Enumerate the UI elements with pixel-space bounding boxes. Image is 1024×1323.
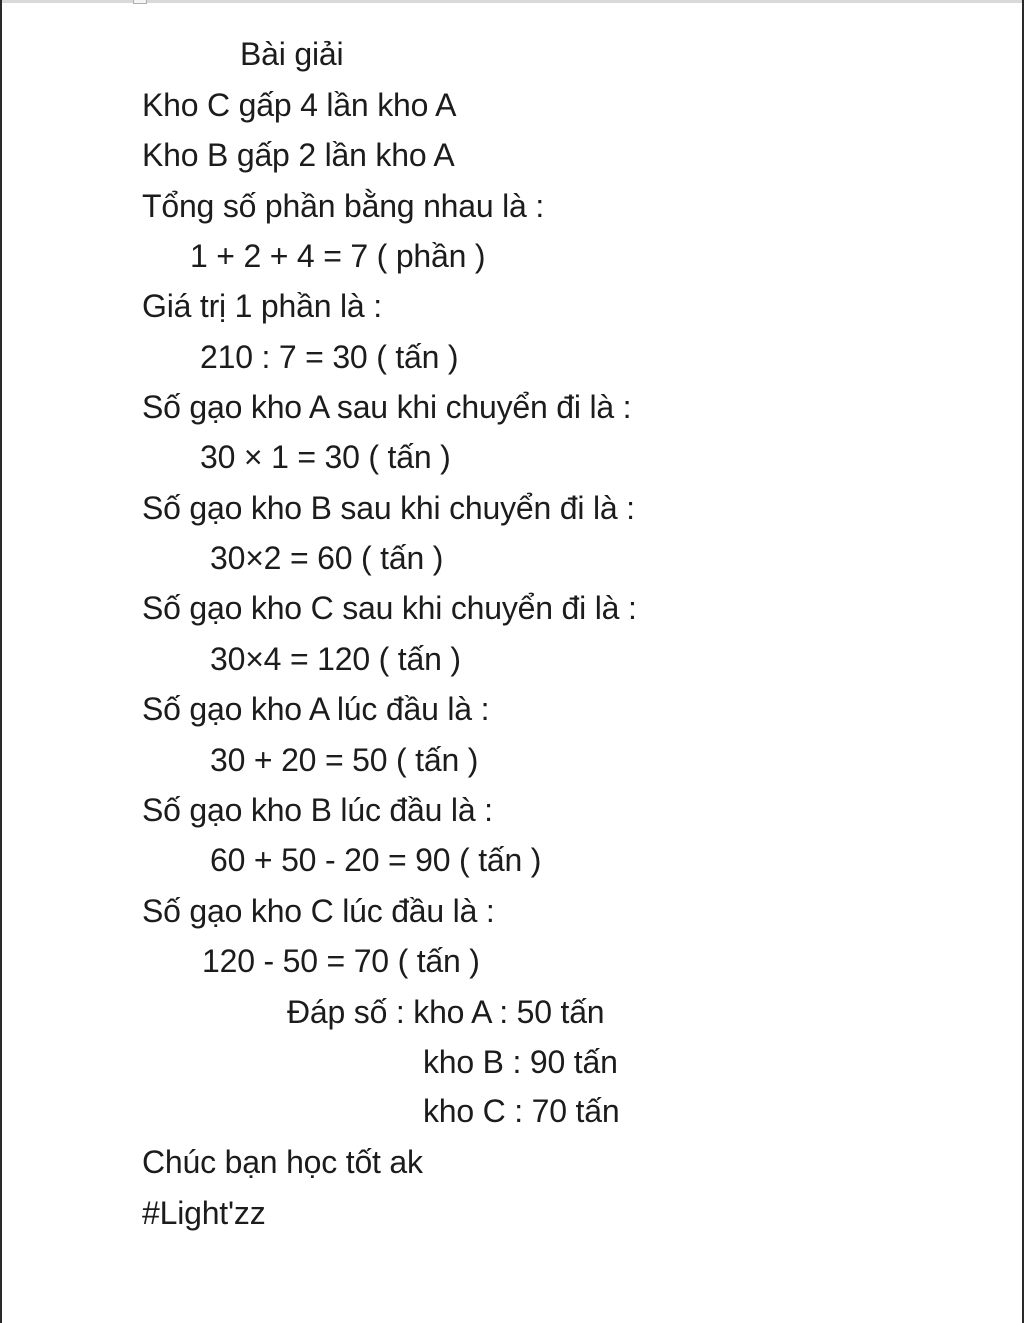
text-line: Số gạo kho A lúc đầu là : bbox=[142, 691, 490, 727]
top-border bbox=[0, 0, 1024, 3]
text-line: Số gạo kho A sau khi chuyển đi là : bbox=[142, 389, 632, 425]
text-line: Số gạo kho B lúc đầu là : bbox=[142, 792, 493, 828]
closing-line: Chúc bạn học tốt ak bbox=[142, 1144, 423, 1180]
text-line: Kho C gấp 4 lần kho A bbox=[142, 87, 457, 123]
answer-line-c: kho C : 70 tấn bbox=[423, 1093, 620, 1129]
text-line: Số gạo kho B sau khi chuyển đi là : bbox=[142, 490, 635, 526]
text-line: Số gạo kho C lúc đầu là : bbox=[142, 893, 495, 929]
text-line: Giá trị 1 phần là : bbox=[142, 288, 382, 324]
solution-title: Bài giải bbox=[240, 36, 344, 72]
text-line: Số gạo kho C sau khi chuyển đi là : bbox=[142, 590, 637, 626]
answer-line-a: Đáp số : kho A : 50 tấn bbox=[287, 994, 605, 1030]
signature: #Light'zz bbox=[142, 1195, 266, 1231]
text-line: Tổng số phần bằng nhau là : bbox=[142, 188, 545, 224]
text-line: Kho B gấp 2 lần kho A bbox=[142, 137, 455, 173]
calculation-line: 60 + 50 - 20 = 90 ( tấn ) bbox=[210, 842, 542, 878]
calculation-line: 210 : 7 = 30 ( tấn ) bbox=[200, 339, 459, 375]
calculation-line: 30 × 1 = 30 ( tấn ) bbox=[200, 439, 451, 475]
calculation-line: 30×2 = 60 ( tấn ) bbox=[210, 540, 444, 576]
calculation-line: 120 - 50 = 70 ( tấn ) bbox=[202, 943, 480, 979]
left-border bbox=[0, 0, 2, 1323]
text-cursor-marker bbox=[133, 0, 147, 4]
calculation-line: 30×4 = 120 ( tấn ) bbox=[210, 641, 461, 677]
answer-line-b: kho B : 90 tấn bbox=[423, 1044, 618, 1080]
calculation-line: 1 + 2 + 4 = 7 ( phần ) bbox=[190, 238, 486, 274]
calculation-line: 30 + 20 = 50 ( tấn ) bbox=[210, 742, 479, 778]
